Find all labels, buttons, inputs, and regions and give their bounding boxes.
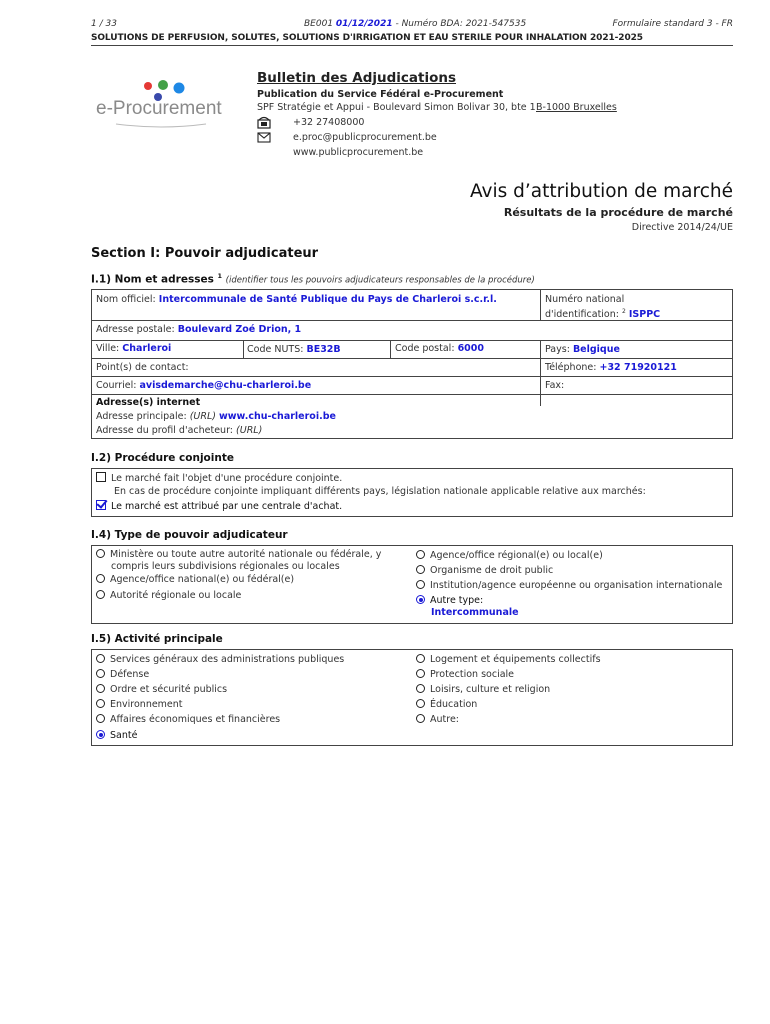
joint-procedure-checkbox[interactable]: Le marché fait l'objet d'une procédure conjointe. — [96, 472, 342, 485]
i2-heading: I.2) Procédure conjointe — [91, 452, 234, 464]
contract-title: SOLUTIONS DE PERFUSION, SOLUTES, SOLUTIONS D'IRRIGATION ET EAU STERILE POUR INHALATION 2021-2025 — [91, 33, 733, 46]
internet-addresses: Adresse(s) internet Adresse principale: (URL) www.chu-charleroi.be Adresse du profil d'acheteur: (URL) — [96, 397, 336, 436]
i1-heading: I.1) Nom et adresses $^1$ (identifier tous les pouvoirs adjudicateurs responsables de la procédure) — [91, 272, 535, 286]
radio-icon — [96, 699, 105, 708]
publisher-address: SPF Stratégie et Appui - Boulevard Simon Bolivar 30, bte 1 B-1000 Bruxelles — [257, 102, 617, 113]
activity-health[interactable]: Santé — [96, 730, 137, 742]
radio-icon — [416, 699, 425, 708]
activity-housing[interactable]: Logement et équipements collectifs — [416, 654, 601, 666]
option-ministry[interactable]: Ministère ou toute autre autorité nationale ou fédérale, y compris leurs subdivisions régionales ou locales — [96, 549, 381, 573]
publisher-city: B-1000 Bruxelles — [536, 102, 617, 113]
activity-general-services[interactable]: Services généraux des administrations publiques — [96, 654, 344, 666]
eprocurement-logo — [96, 80, 226, 130]
radio-icon — [96, 574, 105, 583]
activity-education[interactable]: Éducation — [416, 699, 477, 711]
envelope-icon — [257, 132, 273, 143]
phone-field: Téléphone: +32 71920121 — [545, 362, 677, 373]
fax-field: Fax: — [545, 380, 565, 391]
radio-icon — [416, 684, 425, 693]
joint-procedure-note: En cas de procédure conjointe impliquant différents pays, législation nationale applicable relative aux marchés: — [114, 486, 646, 497]
notice-reference: BE001 01/12/2021 - Numéro BDA: 2021-547535 — [304, 19, 527, 29]
radio-icon — [96, 684, 105, 693]
checkbox-checked-icon — [96, 500, 106, 510]
form-type: Formulaire standard 3 - FR — [612, 19, 733, 29]
main-activity-box — [91, 649, 733, 746]
radio-icon — [416, 714, 425, 723]
joint-procedure-box — [91, 468, 733, 517]
publisher-phone: +32 27408000 — [257, 116, 364, 129]
option-regional-agency[interactable]: Agence/office régional(e) ou local(e) — [416, 550, 603, 562]
notice-title: Avis d’attribution de marché — [469, 181, 733, 202]
publisher-email[interactable]: e.proc@publicprocurement.be — [257, 132, 437, 143]
postal-address-field: Adresse postale: Boulevard Zoé Drion, 1 — [96, 324, 302, 335]
option-national-agency[interactable]: Agence/office national(e) ou fédéral(e) — [96, 574, 294, 586]
radio-icon — [96, 714, 105, 723]
city-field: Ville: Charleroi — [96, 343, 172, 354]
activity-economic-affairs[interactable]: Affaires économiques et financières — [96, 714, 280, 726]
directive: Directive 2014/24/UE — [631, 222, 733, 233]
radio-icon — [416, 669, 425, 678]
official-name-field: Nom officiel: Intercommunale de Santé Publique du Pays de Charleroi s.c.r.l. — [96, 294, 497, 305]
activity-environment[interactable]: Environnement — [96, 699, 183, 711]
option-regional-authority[interactable]: Autorité régionale ou locale — [96, 590, 241, 602]
country-field: Pays: Belgique — [545, 344, 620, 355]
bulletin-title: Bulletin des Adjudications — [257, 70, 457, 86]
nuts-field: Code NUTS: BE32B — [247, 344, 341, 355]
page-number: 1 / 33 — [91, 19, 117, 29]
postal-code-field: Code postal: 6000 — [395, 343, 485, 354]
national-id-field: Numéro national d'identification: $^2$ ISPPC — [545, 294, 661, 321]
activity-public-order[interactable]: Ordre et sécurité publics — [96, 684, 227, 696]
main-url-link[interactable]: www.chu-charleroi.be — [219, 411, 336, 422]
logo-text: e-Procurement — [96, 98, 222, 119]
phone-icon — [257, 116, 273, 129]
radio-selected-icon — [416, 595, 425, 604]
radio-icon — [416, 550, 425, 559]
checkbox-unchecked-icon — [96, 472, 106, 482]
activity-social-protection[interactable]: Protection sociale — [416, 669, 514, 681]
radio-icon — [416, 565, 425, 574]
radio-icon — [416, 654, 425, 663]
radio-icon — [96, 669, 105, 678]
radio-icon — [96, 590, 105, 599]
radio-selected-icon — [96, 730, 105, 739]
notice-date: 01/12/2021 — [335, 19, 393, 29]
contact-point-field: Point(s) de contact: — [96, 362, 189, 373]
option-other-type[interactable]: Autre type: Intercommunale — [416, 595, 519, 619]
radio-icon — [96, 549, 105, 558]
radio-icon — [416, 580, 425, 589]
central-purchasing-checkbox[interactable]: Le marché est attribué par une centrale d'achat. — [96, 500, 342, 513]
publisher-website[interactable]: www.publicprocurement.be — [293, 147, 424, 158]
email-field: Courriel: avisdemarche@chu-charleroi.be — [96, 380, 312, 391]
contracting-authority-table — [91, 289, 733, 439]
option-european-institution[interactable]: Institution/agence européenne ou organisation internationale — [416, 580, 722, 592]
authority-type-box — [91, 545, 733, 624]
activity-recreation[interactable]: Loisirs, culture et religion — [416, 684, 550, 696]
activity-other[interactable]: Autre: — [416, 714, 459, 726]
activity-defence[interactable]: Défense — [96, 669, 149, 681]
option-public-law-body[interactable]: Organisme de droit public — [416, 565, 553, 577]
publisher-name: Publication du Service Fédéral e-Procurement — [257, 89, 504, 100]
i5-heading: I.5) Activité principale — [91, 633, 223, 645]
notice-subtitle: Résultats de la procédure de marché — [503, 206, 733, 219]
radio-icon — [96, 654, 105, 663]
i4-heading: I.4) Type de pouvoir adjudicateur — [91, 529, 288, 541]
section-title: Section I: Pouvoir adjudicateur — [91, 246, 319, 261]
